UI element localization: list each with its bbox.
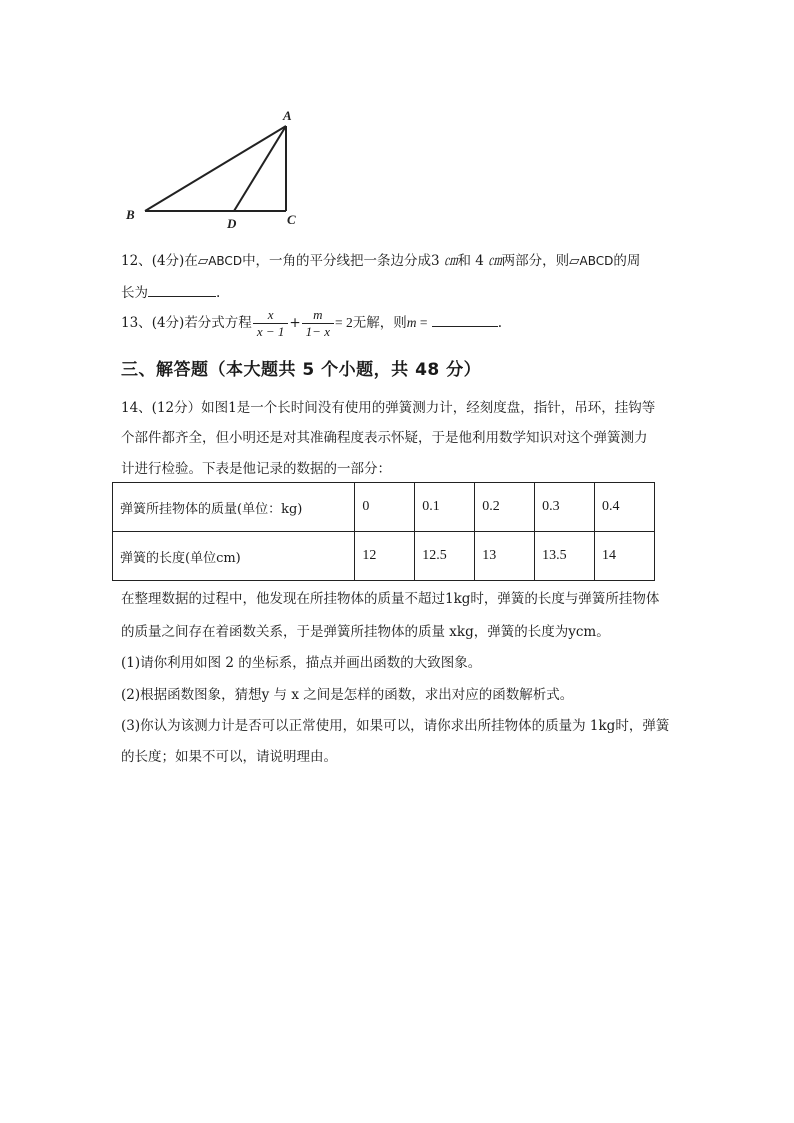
- q14-sub-question-3-line2: 的长度；如果不可以，请说明理由。: [121, 749, 337, 765]
- q14-intro-line1: 14、(12分）如图1是一个长时间没有使用的弹簧测力计，经刻度盘，指针，吊环，挂钩等: [121, 400, 656, 416]
- table-header-length: 弹簧的长度(单位cm): [113, 532, 355, 581]
- table-cell: 0: [355, 483, 415, 532]
- q12-text-f: 长为: [121, 285, 148, 301]
- frac2-numerator: m: [302, 307, 334, 324]
- q12-unit-cm-2: ㎝: [488, 253, 502, 269]
- q13-number: 13、: [121, 315, 152, 331]
- q12-unit-cm-1: ㎝: [443, 253, 458, 269]
- table-header-mass: 弹簧所挂物体的质量(单位：kg): [113, 483, 355, 532]
- q14-after-line1: 在整理数据的过程中，他发现在所挂物体的质量不超过1kg时，弹簧的长度与弹簧所挂物体: [121, 591, 660, 607]
- question-13: [121, 307, 502, 340]
- q12-text-d: 两部分，则: [501, 253, 570, 269]
- triangle-figure: [110, 100, 330, 235]
- q13-answer-blank[interactable]: [432, 312, 498, 327]
- q14-after-line2: 的质量之间存在着函数关系，于是弹簧所挂物体的质量 xkg，弹簧的长度为ycm。: [121, 624, 610, 640]
- table-cell: 12.5: [415, 532, 475, 581]
- table-cell: 0.1: [415, 483, 475, 532]
- table-cell: 13: [475, 532, 535, 581]
- q12-abcd-1: ABCD: [208, 254, 243, 268]
- frac1-denominator: x − 1: [256, 324, 285, 339]
- spring-data-table: [112, 482, 655, 581]
- q12-number: 12、: [121, 253, 152, 269]
- label-b: B: [126, 207, 135, 222]
- table-cell: 0.3: [535, 483, 595, 532]
- table-cell: 14: [595, 532, 655, 581]
- q12-score: (4分): [151, 253, 185, 269]
- q13-eq: =: [416, 315, 428, 330]
- q13-score: (4分): [151, 315, 185, 331]
- segment-ad: [234, 126, 286, 211]
- equals-two: = 2: [334, 315, 353, 330]
- question-12-line1: [121, 249, 640, 269]
- table-row-length: [113, 532, 655, 581]
- q12-answer-blank[interactable]: [148, 282, 216, 297]
- q13-end: .: [497, 315, 503, 331]
- table-cell: 12: [355, 532, 415, 581]
- q12-text-c: 和 4: [457, 253, 484, 269]
- q12-text-a: 在: [184, 253, 198, 269]
- q13-var-m: m: [406, 315, 417, 330]
- table-cell: 0.2: [475, 483, 535, 532]
- parallelogram-symbol-2: ▱: [569, 253, 580, 269]
- q12-end: .: [216, 285, 221, 301]
- q14-sub-question-1: (1)请你利用如图 2 的坐标系，描点并画出函数的大致图象。: [121, 655, 482, 671]
- q14-sub-question-2: (2)根据函数图象，猜想y 与 x 之间是怎样的函数，求出对应的函数解析式。: [121, 687, 574, 703]
- label-d: D: [227, 216, 237, 231]
- label-c: C: [287, 212, 296, 227]
- segment-ab: [145, 126, 286, 211]
- table-cell: 13.5: [535, 532, 595, 581]
- table-row-mass: [113, 483, 655, 532]
- q12-text-e: 的周: [613, 253, 641, 269]
- frac2-denominator: 1− x: [305, 324, 330, 339]
- section-3-title: 三、解答题（本大题共 5 个小题，共 48 分）: [121, 360, 482, 380]
- parallelogram-symbol-1: ▱: [197, 253, 209, 269]
- q13-text-a: 若分式方程: [184, 315, 252, 331]
- question-12-line2: [121, 281, 220, 301]
- q14-intro-line3: 计进行检验。下表是他记录的数据的一部分：: [121, 461, 391, 477]
- fraction-x-over-x-minus-1: [253, 307, 289, 340]
- q14-sub-question-3-line1: (3)你认为该测力计是否可以正常使用，如果可以，请你求出所挂物体的质量为 1kg时，弹簧: [121, 718, 670, 734]
- frac1-numerator: x: [253, 307, 289, 324]
- q12-text-b: 中，一角的平分线把一条边分成3: [242, 253, 440, 269]
- table-cell: 0.4: [595, 483, 655, 532]
- q14-intro-line2: 个部件都齐全，但小明还是对其准确程度表示怀疑，于是他利用数学知识对这个弹簧测力: [121, 430, 648, 446]
- fraction-m-over-1-minus-x: [302, 307, 334, 340]
- q13-text-b: 无解，则: [352, 315, 407, 331]
- q12-abcd-2: ABCD: [579, 254, 614, 268]
- plus-sign: +: [289, 315, 301, 331]
- label-a: A: [283, 108, 292, 123]
